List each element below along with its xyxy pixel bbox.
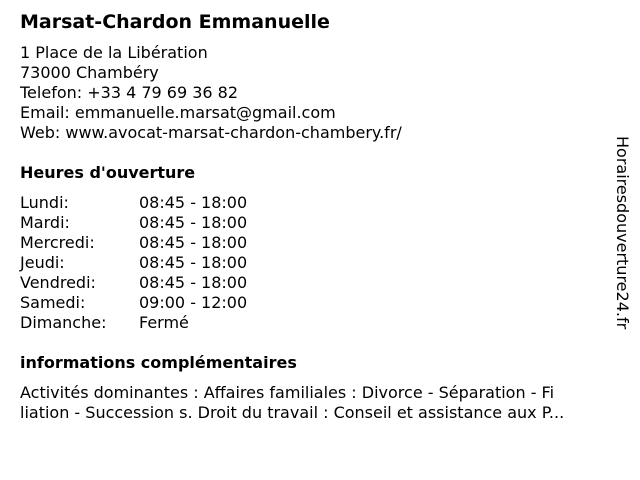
day-label: Lundi:: [20, 193, 69, 212]
web-line: Web: www.avocat-marsat-chardon-chambery.fr/: [20, 123, 402, 142]
business-name: Marsat-Chardon Emmanuelle: [20, 11, 330, 33]
site-watermark: Horairesdouverture24.fr: [613, 136, 632, 330]
time-value: 08:45 - 18:00: [139, 213, 248, 232]
time-value: 08:45 - 18:00: [139, 193, 248, 212]
day-label: Vendredi:: [20, 273, 96, 292]
hours-row-friday: [20, 273, 320, 293]
info-line-2: liation - Succession s. Droit du travail : Conseil et assistance aux P...: [20, 403, 565, 422]
day-label: Dimanche:: [20, 313, 107, 332]
time-value: 08:45 - 18:00: [139, 273, 248, 292]
email-line: Email: emmanuelle.marsat@gmail.com: [20, 103, 336, 122]
hours-row-saturday: [20, 293, 320, 313]
opening-hours-heading: Heures d'ouverture: [20, 163, 196, 182]
additional-info-text: [20, 383, 620, 423]
hours-row-sunday: [20, 313, 320, 333]
hours-row-tuesday: [20, 213, 320, 233]
address-line-2: 73000 Chambéry: [20, 63, 159, 82]
additional-info-heading: informations complémentaires: [20, 353, 297, 372]
time-value: 08:45 - 18:00: [139, 253, 248, 272]
hours-row-monday: [20, 193, 320, 213]
day-label: Mercredi:: [20, 233, 95, 252]
hours-row-wednesday: [20, 233, 320, 253]
day-label: Mardi:: [20, 213, 70, 232]
time-value: 09:00 - 12:00: [139, 293, 248, 312]
time-value: 08:45 - 18:00: [139, 233, 248, 252]
address-line-1: 1 Place de la Libération: [20, 43, 208, 62]
day-label: Samedi:: [20, 293, 86, 312]
info-line-1: Activités dominantes : Affaires familiales : Divorce - Séparation - Fi: [20, 383, 555, 402]
phone-line: Telefon: +33 4 79 69 36 82: [20, 83, 239, 102]
time-value: Fermé: [139, 313, 189, 332]
day-label: Jeudi:: [20, 253, 65, 272]
contact-block: [20, 43, 402, 143]
opening-hours-table: [20, 193, 320, 333]
hours-row-thursday: [20, 253, 320, 273]
